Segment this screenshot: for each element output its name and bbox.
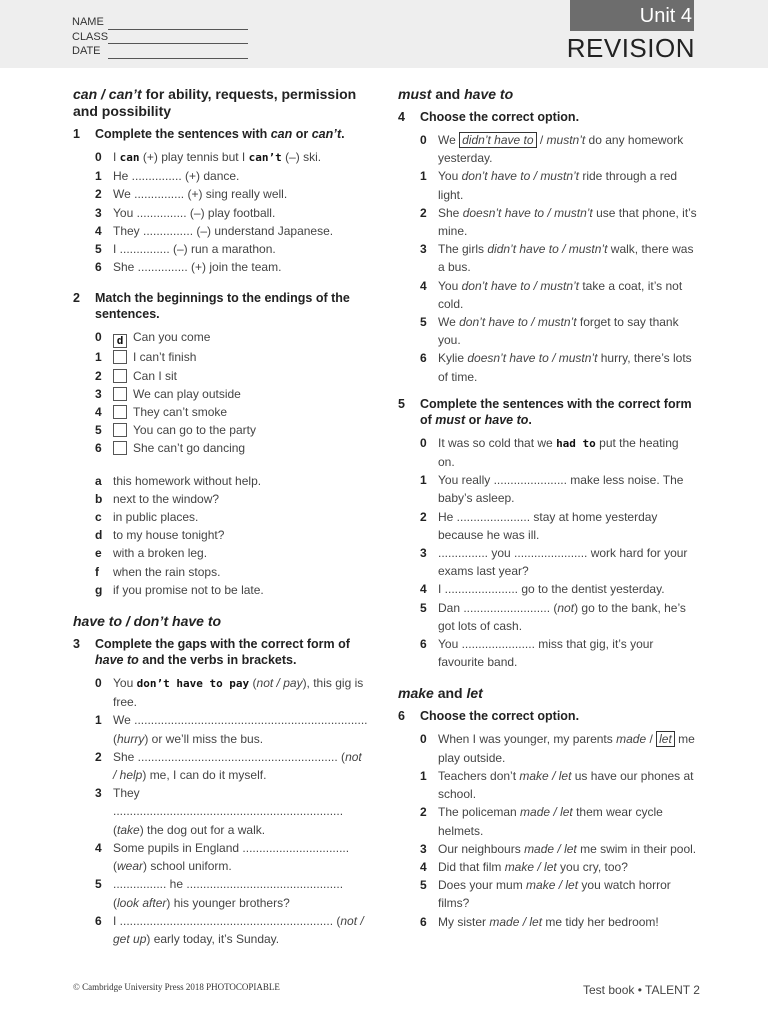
answer-box[interactable]	[113, 423, 127, 437]
exercise-3-heading: 3 Complete the gaps with the correct form of have to and the verbs in brackets.	[73, 637, 350, 668]
list-item: c in public places.	[95, 510, 199, 525]
answer-box[interactable]	[113, 387, 127, 401]
list-item: 1 He ............... (+) dance.	[95, 169, 240, 184]
list-item: 4 I ...................... go to the dentist yesterday.	[420, 582, 665, 597]
list-item: 5 We don’t have to / mustn’t forget to say thank you.	[420, 315, 679, 348]
handwritten-answer: can	[119, 151, 140, 164]
list-item: 4 Did that film make / let you cry, too?	[420, 859, 628, 874]
list-item: b next to the window?	[95, 491, 220, 506]
exercise-4-heading: 4 Choose the correct option.	[398, 110, 580, 124]
list-item: 1 You don’t have to / mustn’t ride through a red light.	[420, 169, 678, 202]
list-item: e with a broken leg.	[95, 546, 208, 561]
page-title: REVISION	[566, 33, 695, 63]
student-info-fields	[72, 15, 248, 59]
list-item: 5 ................ he ............................................... (look after) his younger brothers?	[95, 877, 344, 910]
list-item: 3 You ............... (–) play football.	[95, 205, 276, 220]
section-title-make-let: make and let	[398, 685, 483, 702]
list-item: 0 We didn’t have to / mustn’t do any homework yesterday.	[420, 133, 684, 166]
exercise-6-heading: 6 Choose the correct option.	[398, 709, 580, 724]
list-item: 2 She ............................................................ (not / help) me, I can do it myself.	[95, 749, 362, 783]
list-item: 4 Some pupils in England ................................ (wear) school uniform.	[95, 840, 350, 874]
answer-box[interactable]	[113, 405, 127, 419]
list-item: 2 Can I sit	[95, 368, 178, 383]
list-item: 6 My sister made / let me tidy her bedroom!	[420, 914, 659, 929]
list-item: 1 We ...................................................................... (hurry) or we’ll miss the bus.	[95, 713, 368, 746]
list-item: a this homework without help.	[95, 473, 262, 488]
book-reference: Test book • TALENT 2	[583, 983, 700, 997]
list-item: 4 They can’t smoke	[95, 405, 228, 420]
list-item: 3 They ..................................................................... (take) the dog out for a walk.	[95, 786, 344, 837]
exercise-1-items	[95, 148, 368, 276]
list-item: 1 You really ...................... make less noise. The baby’s asleep.	[420, 473, 684, 506]
date-label: DATE	[72, 45, 101, 57]
list-item: 5 Does your mum make / let you watch horror films?	[420, 878, 671, 911]
section-title-must: must and have to	[398, 86, 514, 102]
list-item: 0 d Can you come	[95, 330, 211, 348]
handwritten-answer: had to	[556, 436, 596, 450]
list-item: 5 I ............... (–) run a marathon.	[95, 242, 276, 257]
unit-badge: Unit 4	[570, 0, 694, 31]
exercise-2-beginnings	[95, 328, 368, 457]
exercise-5-items	[420, 434, 698, 672]
handwritten-answer: can’t	[248, 151, 282, 164]
list-item: 6 You ...................... miss that gig, it’s your favourite band.	[420, 637, 654, 670]
answer-box[interactable]	[113, 350, 127, 364]
list-item: g if you promise not to be late.	[95, 582, 264, 597]
list-item: 6 She can’t go dancing	[95, 441, 246, 456]
list-item: 0 When I was younger, my parents made / let me play outside.	[420, 732, 695, 765]
list-item: 2 She doesn’t have to / mustn’t use that phone, it’s mine.	[420, 205, 697, 239]
list-item: d to my house tonight?	[95, 528, 225, 543]
list-item: 2 We ............... (+) sing really well.	[95, 187, 288, 202]
list-item: 1 I can’t finish	[95, 350, 197, 365]
list-item: 6 She ............... (+) join the team.	[95, 260, 282, 275]
list-item: 2 He ...................... stay at home yesterday because he was ill.	[420, 509, 658, 542]
left-column	[73, 86, 368, 948]
class-field[interactable]	[108, 33, 248, 44]
exercise-1-heading: 1 Complete the sentences with can or can’t.	[73, 127, 345, 141]
copyright-notice: © Cambridge University Press 2018 PHOTOCOPIABLE	[73, 982, 280, 992]
list-item: 5 Dan .......................... (not) go to the bank, he’s got lots of cash.	[420, 600, 686, 633]
list-item: 4 You don’t have to / mustn’t take a coat, it’s not cold.	[420, 278, 683, 311]
date-field[interactable]	[108, 48, 248, 59]
name-label: NAME	[72, 16, 104, 28]
handwritten-answer: don’t have to pay	[136, 677, 250, 691]
exercise-4-items	[420, 131, 698, 386]
list-item: 5 You can go to the party	[95, 423, 256, 438]
right-column	[398, 86, 698, 931]
list-item: 0 I can (+) play tennis but I can’t (–) ski.	[95, 150, 322, 164]
answer-box[interactable]: d	[113, 334, 127, 348]
list-item: 2 The policeman made / let them wear cycle helmets.	[420, 805, 663, 838]
answer-box[interactable]	[113, 369, 127, 383]
list-item: 6 Kylie doesn’t have to / mustn’t hurry, there’s lots of time.	[420, 351, 692, 384]
exercise-2-heading: 2 Match the beginnings to the endings of the sentences.	[73, 291, 350, 322]
exercise-2-endings	[95, 472, 368, 599]
section-title-can: can / can’t for ability, requests, permission and possibility	[73, 86, 357, 119]
list-item: f when the rain stops.	[95, 564, 221, 579]
exercise-6-items	[420, 730, 698, 930]
selected-option: let	[656, 731, 675, 747]
list-item: 0 You don’t have to pay (not / pay), this gig is free.	[95, 676, 364, 710]
list-item: 6 I ................................................................ (not / get up) early today, it’s Sunday.	[95, 913, 364, 946]
list-item: 3 The girls didn’t have to / mustn’t walk, there was a bus.	[420, 242, 694, 275]
exercise-5-heading: 5 Complete the sentences with the correct form of must or have to.	[398, 396, 692, 427]
list-item: 4 They ............... (–) understand Japanese.	[95, 223, 334, 238]
class-label: CLASS	[72, 30, 109, 43]
exercise-3-items	[95, 674, 368, 948]
list-item: 3 We can play outside	[95, 386, 241, 401]
selected-option: didn’t have to	[459, 132, 536, 148]
answer-box[interactable]	[113, 441, 127, 455]
list-item: 0 It was so cold that we had to put the heating on.	[420, 435, 679, 470]
list-item: 1 Teachers don’t make / let us have our phones at school.	[420, 768, 694, 802]
name-field[interactable]	[108, 19, 248, 30]
list-item: 3 ............... you ...................... work hard for your exams last year?	[420, 546, 688, 579]
section-title-have-to: have to / don’t have to	[73, 613, 222, 630]
list-item: 3 Our neighbours made / let me swim in their pool.	[420, 841, 697, 856]
